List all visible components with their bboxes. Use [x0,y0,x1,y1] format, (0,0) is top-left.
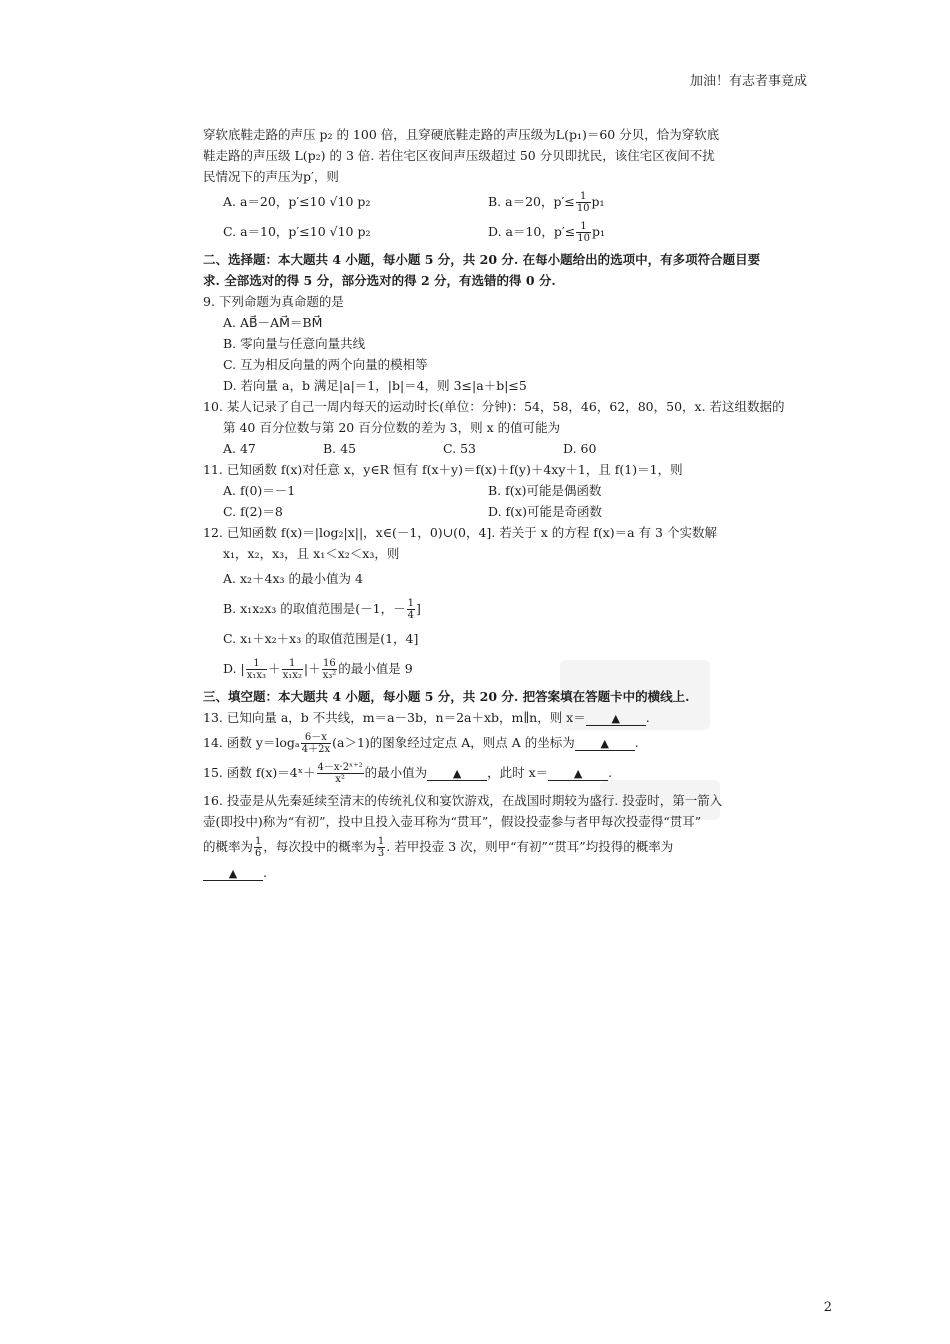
q8-line: 民情况下的声压为p′，则 [203,169,339,184]
q16-answer-line: ▲ . [203,862,743,883]
q8-options-row [203,187,743,217]
q11-stem: 11. 已知函数 f(x)对任意 x，y∈R 恒有 f(x＋y)＝f(x)＋f(y)＋4xy＋1，且 f(1)＝1，则 [203,462,683,477]
q8-option-a: A. a＝20，p′≤10 √10 p₂ [223,194,371,209]
section-2-title: 二、选择题：本大题共 4 小题，每小题 5 分，共 20 分. 在每小题给出的选项中，有多项符合题目要 [203,252,761,267]
answer-blank[interactable]: ▲ [548,767,608,781]
q12-option-a: A. x₂＋4x₃ 的最小值为 4 [223,571,363,586]
q12-option-b: B. x₁x₂x₃ 的取值范围是(－1，－ $\frac{1}{4}$ ] [223,598,421,621]
q8-options-row [203,217,743,247]
answer-blank[interactable]: ▲ [427,767,487,781]
q10-option-a: A. 47 [223,441,256,456]
q9-option-b: B. 零向量与任意向量共线 [223,336,366,351]
q16-line: 的概率为 $\frac{1}{6}$ ，每次投中的概率为 $\frac{1}{3}$ . 若甲投壶 3 次，则甲“有初”“贯耳”均投得的概率为 [203,836,674,859]
q13-line: 13. 已知向量 a，b 不共线，m＝a－3b，n＝2a＋xb，m∥n，则 x＝ ▲ . [203,710,650,725]
q10-stem: 第 40 百分位数与第 20 百分位数的差为 3，则 x 的值可能为 [223,420,561,435]
q11-options-row [203,480,743,501]
q12-stem: x₁，x₂，x₃，且 x₁＜x₂＜x₃，则 [223,546,400,561]
q9-option-c: C. 互为相反向量的两个向量的模相等 [223,357,428,372]
q10-option-d: D. 60 [563,441,597,456]
q11-options-row [203,501,743,522]
answer-blank[interactable]: ▲ [203,867,263,881]
section-2-title: 求. 全部选对的得 5 分，部分选对的得 2 分，有选错的得 0 分. [203,273,556,288]
exam-body [203,124,785,883]
q12-option-d: D. | $\frac{1}{\text{x₁x₃}}$ ＋ $\frac{1}{\text{x₁x₂}}$ |＋ $\frac{16}{\text{x₃²}}$ 的最小值是 9 [223,658,413,681]
header-slogan: 加油！有志者事竟成 [689,74,807,89]
q8-line: 穿软底鞋走路的声压 p₂ 的 100 倍，且穿硬底鞋走路的声压级为L(p₁)＝60 分贝，恰为穿软底 [203,127,720,142]
q11-option-c: C. f(2)＝8 [223,504,283,519]
q12-option-c: C. x₁＋x₂＋x₃ 的取值范围是(1，4] [223,631,419,646]
q8-option-c: C. a＝10，p′≤10 √10 p₂ [223,224,371,239]
q11-option-b: B. f(x)可能是偶函数 [488,483,602,498]
q14-line: 14. 函数 y＝logₐ $\frac{6-x}{4+2x}$ (a＞1)的图象经过定点 A，则点 A 的坐标为 ▲ . [203,732,639,755]
q10-options-row [203,438,743,459]
q12-stem: 12. 已知函数 f(x)＝|log₂|x||，x∈(－1，0)∪(0，4]. 若关于 x 的方程 f(x)＝a 有 3 个实数解 [203,525,717,540]
q10-stem: 10. 某人记录了自己一周内每天的运动时长(单位：分钟)：54，58，46，62，80，50，x. 若这组数据的 [203,399,785,414]
q8-option-b: B. a＝20，p′≤ $\frac{1}{10}$ p₁ [488,191,605,214]
answer-blank[interactable]: ▲ [586,712,646,726]
q11-option-a: A. f(0)＝－1 [223,483,296,498]
answer-blank[interactable]: ▲ [575,737,635,751]
q8-line: 鞋走路的声压级 L(p₂) 的 3 倍. 若住宅区夜间声压级超过 50 分贝即扰民，该住宅区夜间不扰 [203,148,715,163]
q16-line: 壶(即投中)称为“有初”，投中且投入壶耳称为“贯耳”，假设投壶参与者甲每次投壶得“贯耳” [203,814,702,829]
q8-option-d: D. a＝10，p′≤ $\frac{1}{10}$ p₁ [488,221,605,244]
q15-line: 15. 函数 f(x)＝4ˣ＋ $\frac{\text{4－x·2ˣ⁺²}}{\text{x²}}$ 的最小值为 ▲ ，此时 x＝ ▲ . [203,762,613,785]
q9-stem: 9. 下列命题为真命题的是 [203,294,344,309]
q9-option-d: D. 若向量 a，b 满足|a|＝1，|b|＝4，则 3≤|a＋b|≤5 [223,378,527,393]
q10-option-c: C. 53 [443,441,476,456]
section-3-title: 三、填空题：本大题共 4 小题，每小题 5 分，共 20 分. 把答案填在答题卡中的横线上. [203,689,690,704]
q10-option-b: B. 45 [323,441,357,456]
page-number: 2 [823,1300,832,1315]
q9-option-a: A. AB⃗－AM⃗＝BM⃗ [223,315,323,330]
q11-option-d: D. f(x)可能是奇函数 [488,504,602,519]
q16-line: 16. 投壶是从先秦延续至清末的传统礼仪和宴饮游戏，在战国时期较为盛行. 投壶时，第一箭入 [203,793,723,808]
